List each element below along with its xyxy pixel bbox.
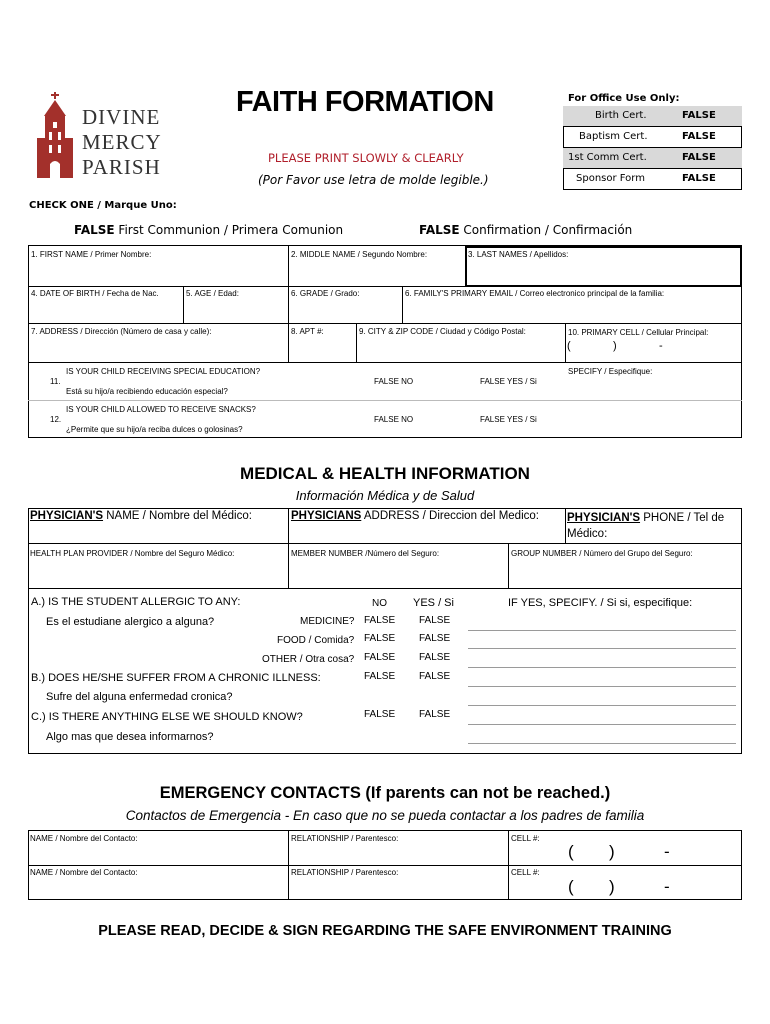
- q11-question-es: Está su hijo/a recibiendo educación especial?: [66, 387, 228, 396]
- physician-name-field[interactable]: [30, 510, 252, 522]
- city-zip-field[interactable]: 9. CITY & ZIP CODE / Ciudad y Código Postal:: [359, 327, 526, 336]
- last-names-field[interactable]: 3. LAST NAMES / Apellidos:: [468, 250, 569, 259]
- physician-address-field[interactable]: [291, 510, 539, 522]
- physician-phone-label: PHONE / Tel de Médico:: [567, 512, 725, 540]
- print-note-es: (Por Favor use letra de molde legible.): [258, 173, 489, 187]
- physician-name-bold: PHYSICIAN'S: [30, 510, 104, 522]
- q12-yes[interactable]: FALSE YES / Si: [480, 415, 537, 424]
- health-plan-field[interactable]: HEALTH PLAN PROVIDER / Nombre del Seguro Médico:: [30, 549, 235, 558]
- q12-no[interactable]: FALSE NO: [374, 415, 414, 424]
- church-steeple-icon: [36, 92, 76, 178]
- physician-phone-bold: PHYSICIAN'S: [567, 512, 641, 524]
- specify-line[interactable]: [468, 630, 736, 631]
- other-no[interactable]: FALSE: [364, 652, 396, 663]
- chronic-yes[interactable]: FALSE: [419, 671, 451, 682]
- office-label: Baptism Cert.: [579, 131, 648, 142]
- confirmation-value[interactable]: FALSE: [419, 223, 460, 237]
- parish-logo: [36, 92, 171, 182]
- specify-line[interactable]: [468, 648, 736, 649]
- page-title: FAITH FORMATION: [236, 86, 494, 118]
- logo-line-3: PARISH: [82, 155, 161, 179]
- allergy-question-es: Es el estudiane alergico a alguna?: [46, 616, 215, 628]
- logo-line-2: MERCY: [82, 130, 162, 154]
- cell-open-paren: (: [567, 340, 571, 352]
- q11-number: 11.: [50, 377, 61, 386]
- physician-address-bold: PHYSICIANS: [291, 510, 362, 522]
- contact-2-open-paren: (: [568, 877, 574, 896]
- specify-line[interactable]: [468, 686, 736, 687]
- member-number-field[interactable]: MEMBER NUMBER /Número del Seguro:: [291, 549, 440, 558]
- specify-label: SPECIFY / Especifique:: [568, 367, 653, 376]
- medicine-no[interactable]: FALSE: [364, 615, 396, 626]
- medicine-label: MEDICINE?: [300, 616, 355, 627]
- contact-2-relationship[interactable]: RELATIONSHIP / Parentesco:: [291, 868, 399, 877]
- cell-close-paren: ): [613, 340, 617, 352]
- group-number-field[interactable]: GROUP NUMBER / Número del Grupo del Seguro:: [511, 549, 693, 558]
- col-yes-header: YES / Si: [413, 597, 454, 609]
- first-communion-label: First Communion / Primera Comunion: [118, 223, 344, 237]
- email-field[interactable]: 6. FAMILY'S PRIMARY EMAIL / Correo electronico principal de la familia:: [405, 289, 665, 298]
- middle-name-field[interactable]: 2. MIDDLE NAME / Segundo Nombre:: [291, 250, 428, 259]
- first-communion-value[interactable]: FALSE: [74, 223, 115, 237]
- confirmation-label: Confirmation / Confirmación: [463, 223, 633, 237]
- medical-subtitle: Información Médica y de Salud: [295, 488, 475, 503]
- cell-field[interactable]: 10. PRIMARY CELL / Cellular Principal:: [568, 328, 709, 337]
- age-field[interactable]: 5. AGE / Edad:: [186, 289, 239, 298]
- specify-line[interactable]: [468, 705, 736, 706]
- food-no[interactable]: FALSE: [364, 633, 396, 644]
- medicine-yes[interactable]: FALSE: [419, 615, 451, 626]
- contact-1-cell[interactable]: CELL #:: [511, 834, 540, 843]
- logo-line-1: DIVINE: [82, 105, 161, 129]
- q12-question-es: ¿Permite que su hijo/a reciba dulces o golosinas?: [66, 425, 243, 434]
- address-field[interactable]: 7. ADDRESS / Dirección (Número de casa y calle):: [31, 327, 212, 336]
- check-one-label: CHECK ONE / Marque Uno:: [29, 200, 177, 211]
- medical-title: MEDICAL & HEALTH INFORMATION: [240, 464, 530, 483]
- physician-phone-field[interactable]: [567, 510, 739, 542]
- anything-else-question-es: Algo mas que desea informarnos?: [46, 731, 214, 743]
- anything-else-yes[interactable]: FALSE: [419, 709, 451, 720]
- anything-else-question: C.) IS THERE ANYTHING ELSE WE SHOULD KNOW?: [31, 711, 303, 723]
- q11-no[interactable]: FALSE NO: [374, 377, 414, 386]
- print-note: PLEASE PRINT SLOWLY & CLEARLY: [268, 151, 464, 165]
- contact-1-close-paren: ): [609, 842, 615, 861]
- safe-environment-heading: PLEASE READ, DECIDE & SIGN REGARDING THE SAFE ENVIRONMENT TRAINING: [98, 923, 672, 939]
- food-label: FOOD / Comida?: [277, 635, 355, 646]
- other-label: OTHER / Otra cosa?: [262, 654, 355, 665]
- apt-field[interactable]: 8. APT #:: [291, 327, 324, 336]
- contact-2-dash: -: [664, 877, 670, 896]
- confirmation-option[interactable]: [419, 223, 632, 237]
- grade-field[interactable]: 6. GRADE / Grado:: [291, 289, 360, 298]
- office-table: [563, 106, 742, 190]
- contact-2-name[interactable]: NAME / Nombre del Contacto:: [30, 868, 138, 877]
- contact-1-open-paren: (: [568, 842, 574, 861]
- specify-line[interactable]: [468, 667, 736, 668]
- office-label: 1st Comm Cert.: [568, 152, 647, 163]
- anything-else-no[interactable]: FALSE: [364, 709, 396, 720]
- allergy-question: A.) IS THE STUDENT ALLERGIC TO ANY:: [31, 596, 241, 608]
- other-yes[interactable]: FALSE: [419, 652, 451, 663]
- emergency-title: EMERGENCY CONTACTS (If parents can not be reached.): [159, 784, 611, 802]
- cell-dash: -: [659, 340, 663, 352]
- first-name-field[interactable]: 1. FIRST NAME / Primer Nombre:: [31, 250, 152, 259]
- q11-question: IS YOUR CHILD RECEIVING SPECIAL EDUCATION?: [66, 367, 261, 376]
- office-label: Sponsor Form: [576, 173, 645, 184]
- office-value[interactable]: FALSE: [682, 173, 716, 184]
- col-no-header: NO: [372, 598, 387, 609]
- q11-yes[interactable]: FALSE YES / Si: [480, 377, 537, 386]
- office-value[interactable]: FALSE: [682, 152, 716, 163]
- chronic-no[interactable]: FALSE: [364, 671, 396, 682]
- office-label: Birth Cert.: [595, 110, 647, 121]
- office-value[interactable]: FALSE: [682, 131, 716, 142]
- emergency-subtitle: Contactos de Emergencia - En caso que no se pueda contactar a los padres de familia: [125, 808, 645, 823]
- office-value[interactable]: FALSE: [682, 110, 716, 121]
- physician-address-label: ADDRESS / Direccion del Medico:: [361, 510, 539, 522]
- dob-field[interactable]: 4. DATE OF BIRTH / Fecha de Nac.: [31, 289, 159, 298]
- contact-1-dash: -: [664, 842, 670, 861]
- contact-1-name[interactable]: NAME / Nombre del Contacto:: [30, 834, 138, 843]
- q12-question: IS YOUR CHILD ALLOWED TO RECEIVE SNACKS?: [66, 405, 256, 414]
- food-yes[interactable]: FALSE: [419, 633, 451, 644]
- col-specify-header: IF YES, SPECIFY. / Si si, especifique:: [508, 597, 693, 609]
- chronic-question-es: Sufre del alguna enfermedad cronica?: [46, 691, 233, 703]
- contact-2-cell[interactable]: CELL #:: [511, 868, 540, 877]
- contact-2-close-paren: ): [609, 877, 615, 896]
- q12-number: 12.: [50, 415, 62, 424]
- contact-1-relationship[interactable]: RELATIONSHIP / Parentesco:: [291, 834, 399, 843]
- specify-line[interactable]: [468, 743, 736, 744]
- physician-name-label: NAME / Nombre del Médico:: [103, 510, 252, 522]
- specify-line[interactable]: [468, 724, 736, 725]
- first-communion-option[interactable]: [74, 223, 343, 237]
- chronic-question: B.) DOES HE/SHE SUFFER FROM A CHRONIC ILLNESS:: [31, 672, 321, 684]
- office-title: For Office Use Only:: [568, 93, 680, 104]
